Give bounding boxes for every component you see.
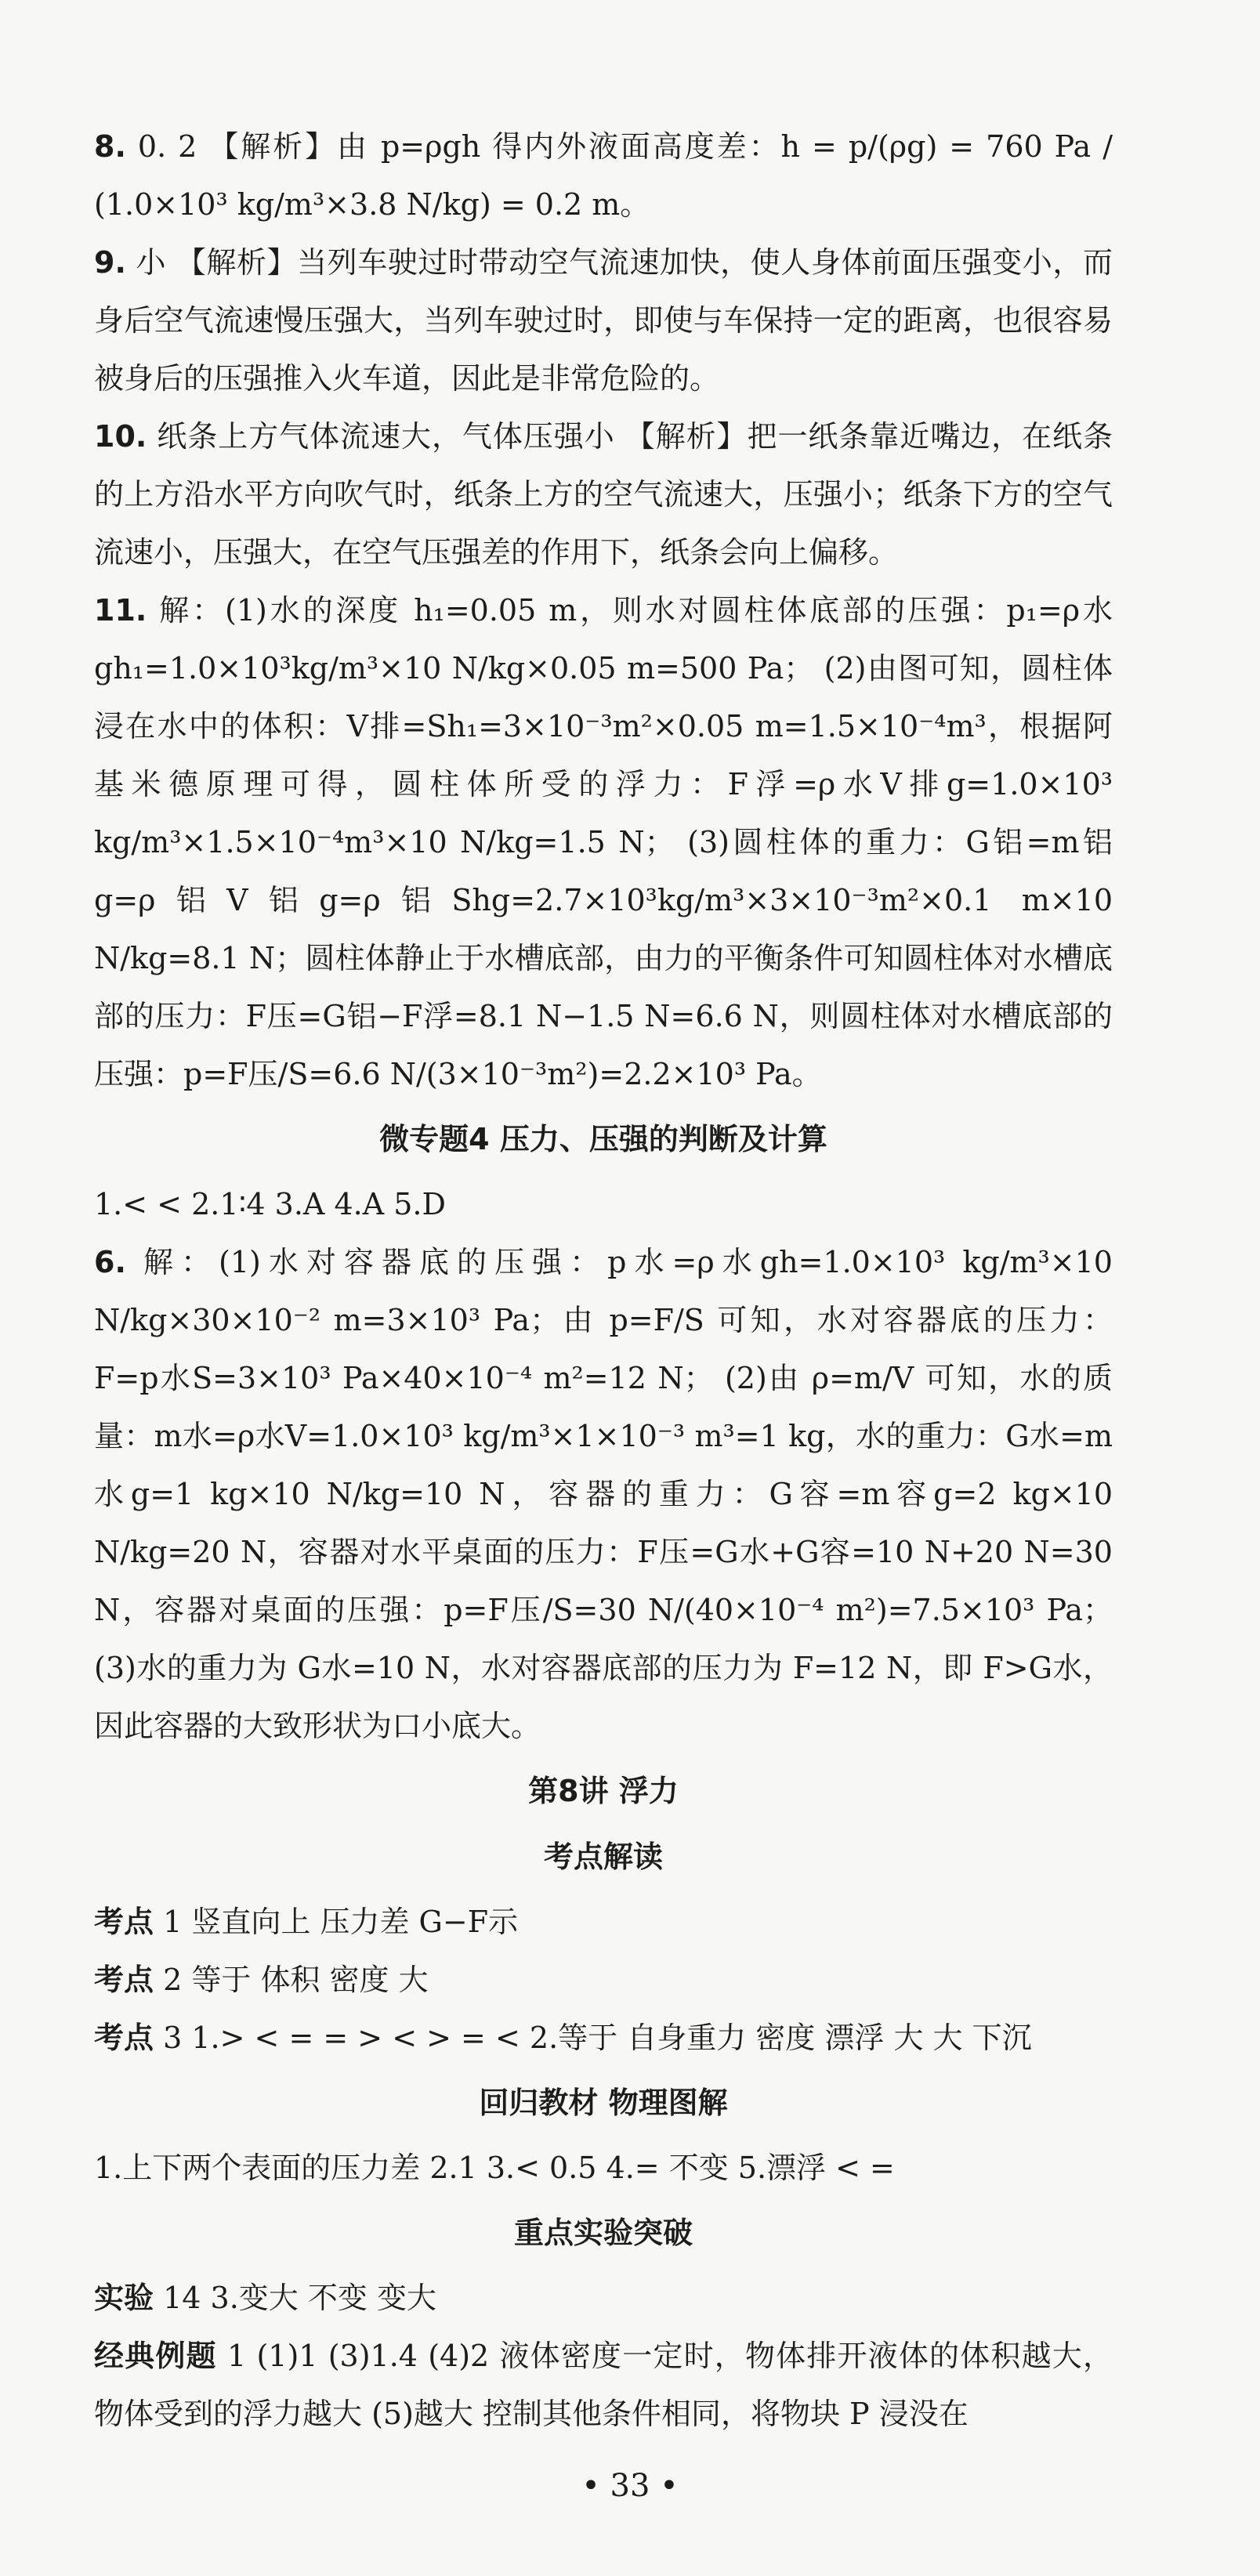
answer-content: [94, 118, 1113, 2443]
subsection-heading-hgjc: 回归教材 物理图解: [479, 2086, 728, 2120]
kd-item-1: [94, 1893, 1113, 1951]
item-number: 8.: [94, 129, 126, 164]
item-text: 纸条上方气体流速大，气体压强小 【解析】把一纸条靠近嘴边，在纸条的上方沿水平方向吹气时，纸条上方的空气流速大，压强小；纸条下方的空气流速小，压强大，在空气压强差的作用下，纸条会向上偏移。: [94, 419, 1113, 570]
example-text: 1 (1)1 (3)1.4 (4)2 液体密度一定时，物体排开液体的体积越大，物体受到的浮力越大 (5)越大 控制其他条件相同，将物块 P 浸没在: [94, 2339, 1113, 2431]
topic4-choices: [94, 1175, 1113, 1233]
item-number: 6.: [94, 1245, 126, 1279]
subsection-heading-zdsy: 重点实验突破: [513, 2216, 693, 2250]
kd-text: 3 1.> < = = > < > = < 2.等于 自身重力 密度 漂浮 大 大 下沉: [163, 2021, 1032, 2055]
item-text: 解：(1)水的深度 h₁=0.05 m，则水对圆柱体底部的压强：p₁=ρ水gh₁=1.0×10³kg/m³×10 N/kg×0.05 m=500 Pa； (2)由图可知，圆柱体浸在水中的体积：V排=Sh₁=3×10⁻³m²×0.05 m=1.5×10⁻⁴m³，根据阿基米德原理可得，圆柱体所受的浮力：F浮=ρ水V排g=1.0×10³ kg/m³×1.5×10⁻⁴m³×10 N/kg=1.5 N； (3)圆柱体的重力：G铝=m铝g=ρ铝V铝g=ρ铝Shg=2.7×10³kg/m³×3×10⁻³m²×0.1 m×10 N/kg=8.1 N；圆柱体静止于水槽底部，由力的平衡条件可知圆柱体对水槽底部的压力：F压=G铝−F浮=8.1 N−1.5 N=6.6 N，则圆柱体对水槽底部的压强：p=F压/S=6.6 N/(3×10⁻³m²)=2.2×10³ Pa。: [94, 593, 1113, 1091]
choice-answers: 1.< < 2.1∶4 3.A 4.A 5.D: [94, 1187, 446, 1221]
kd-text: 2 等于 体积 密度 大: [163, 1963, 429, 1997]
lecture-heading: 第8讲 浮力: [528, 1774, 679, 1808]
experiment-text: 14 3.变大 不变 变大: [163, 2281, 436, 2315]
item-text: 0. 2 【解析】由 p=ρgh 得内外液面高度差：h = p/(ρg) = 760 Pa / (1.0×10³ kg/m³×3.8 N/kg) = 0.2 m。: [94, 129, 1113, 222]
item-number: 10.: [94, 419, 147, 454]
answer-item-8: [94, 118, 1113, 233]
example-answers: [94, 2327, 1113, 2443]
topic4-item-6: [94, 1233, 1113, 1755]
experiment-label: 实验: [94, 2281, 154, 2315]
experiment-answers: [94, 2269, 1113, 2327]
kd-label: 考点: [94, 2021, 154, 2055]
item-number: 9.: [94, 245, 126, 280]
section-heading-topic4: 微专题4 压力、压强的判断及计算: [379, 1122, 827, 1156]
subsection-heading-kd: 考点解读: [543, 1840, 663, 1874]
page-number: • 33 •: [581, 2468, 679, 2504]
kd-label: 考点: [94, 1905, 154, 1939]
item-text: 解：(1)水对容器底的压强：p水=ρ水gh=1.0×10³ kg/m³×10 N/kg×30×10⁻² m=3×10³ Pa；由 p=F/S 可知，水对容器底的压力：F=p水S=3×10³ Pa×40×10⁻⁴ m²=12 N； (2)由 ρ=m/V 可知，水的质量：m水=ρ水V=1.0×10³ kg/m³×1×10⁻³ m³=1 kg，水的重力：G水=m水g=1 kg×10 N/kg=10 N，容器的重力：G容=m容g=2 kg×10 N/kg=20 N，容器对水平桌面的压力：F压=G水+G容=10 N+20 N=30 N，容器对桌面的压强：p=F压/S=30 N/(40×10⁻⁴ m²)=7.5×10³ Pa； (3)水的重力为 G水=10 N，水对容器底部的压力为 F=12 N，即 F>G水，因此容器的大致形状为口小底大。: [94, 1245, 1113, 1743]
kd-text: 1 竖直向上 压力差 G−F示: [163, 1905, 519, 1939]
kd-label: 考点: [94, 1963, 154, 1997]
kd-item-3: [94, 2009, 1113, 2067]
item-number: 11.: [94, 593, 147, 628]
item-text: 小 【解析】当列车驶过时带动空气流速加快，使人身体前面压强变小，而身后空气流速慢压强大，当列车驶过时，即使与车保持一定的距离，也很容易被身后的压强推入火车道，因此是非常危险的。: [94, 245, 1113, 396]
answer-item-11: [94, 581, 1113, 1103]
answer-item-9: [94, 233, 1113, 407]
hgjc-text: 1.上下两个表面的压力差 2.1 3.< 0.5 4.= 不变 5.漂浮 < =: [94, 2151, 895, 2185]
kd-item-2: [94, 1951, 1113, 2009]
answer-item-10: [94, 407, 1113, 581]
example-label: 经典例题: [94, 2339, 217, 2373]
hgjc-answers: [94, 2139, 1113, 2197]
